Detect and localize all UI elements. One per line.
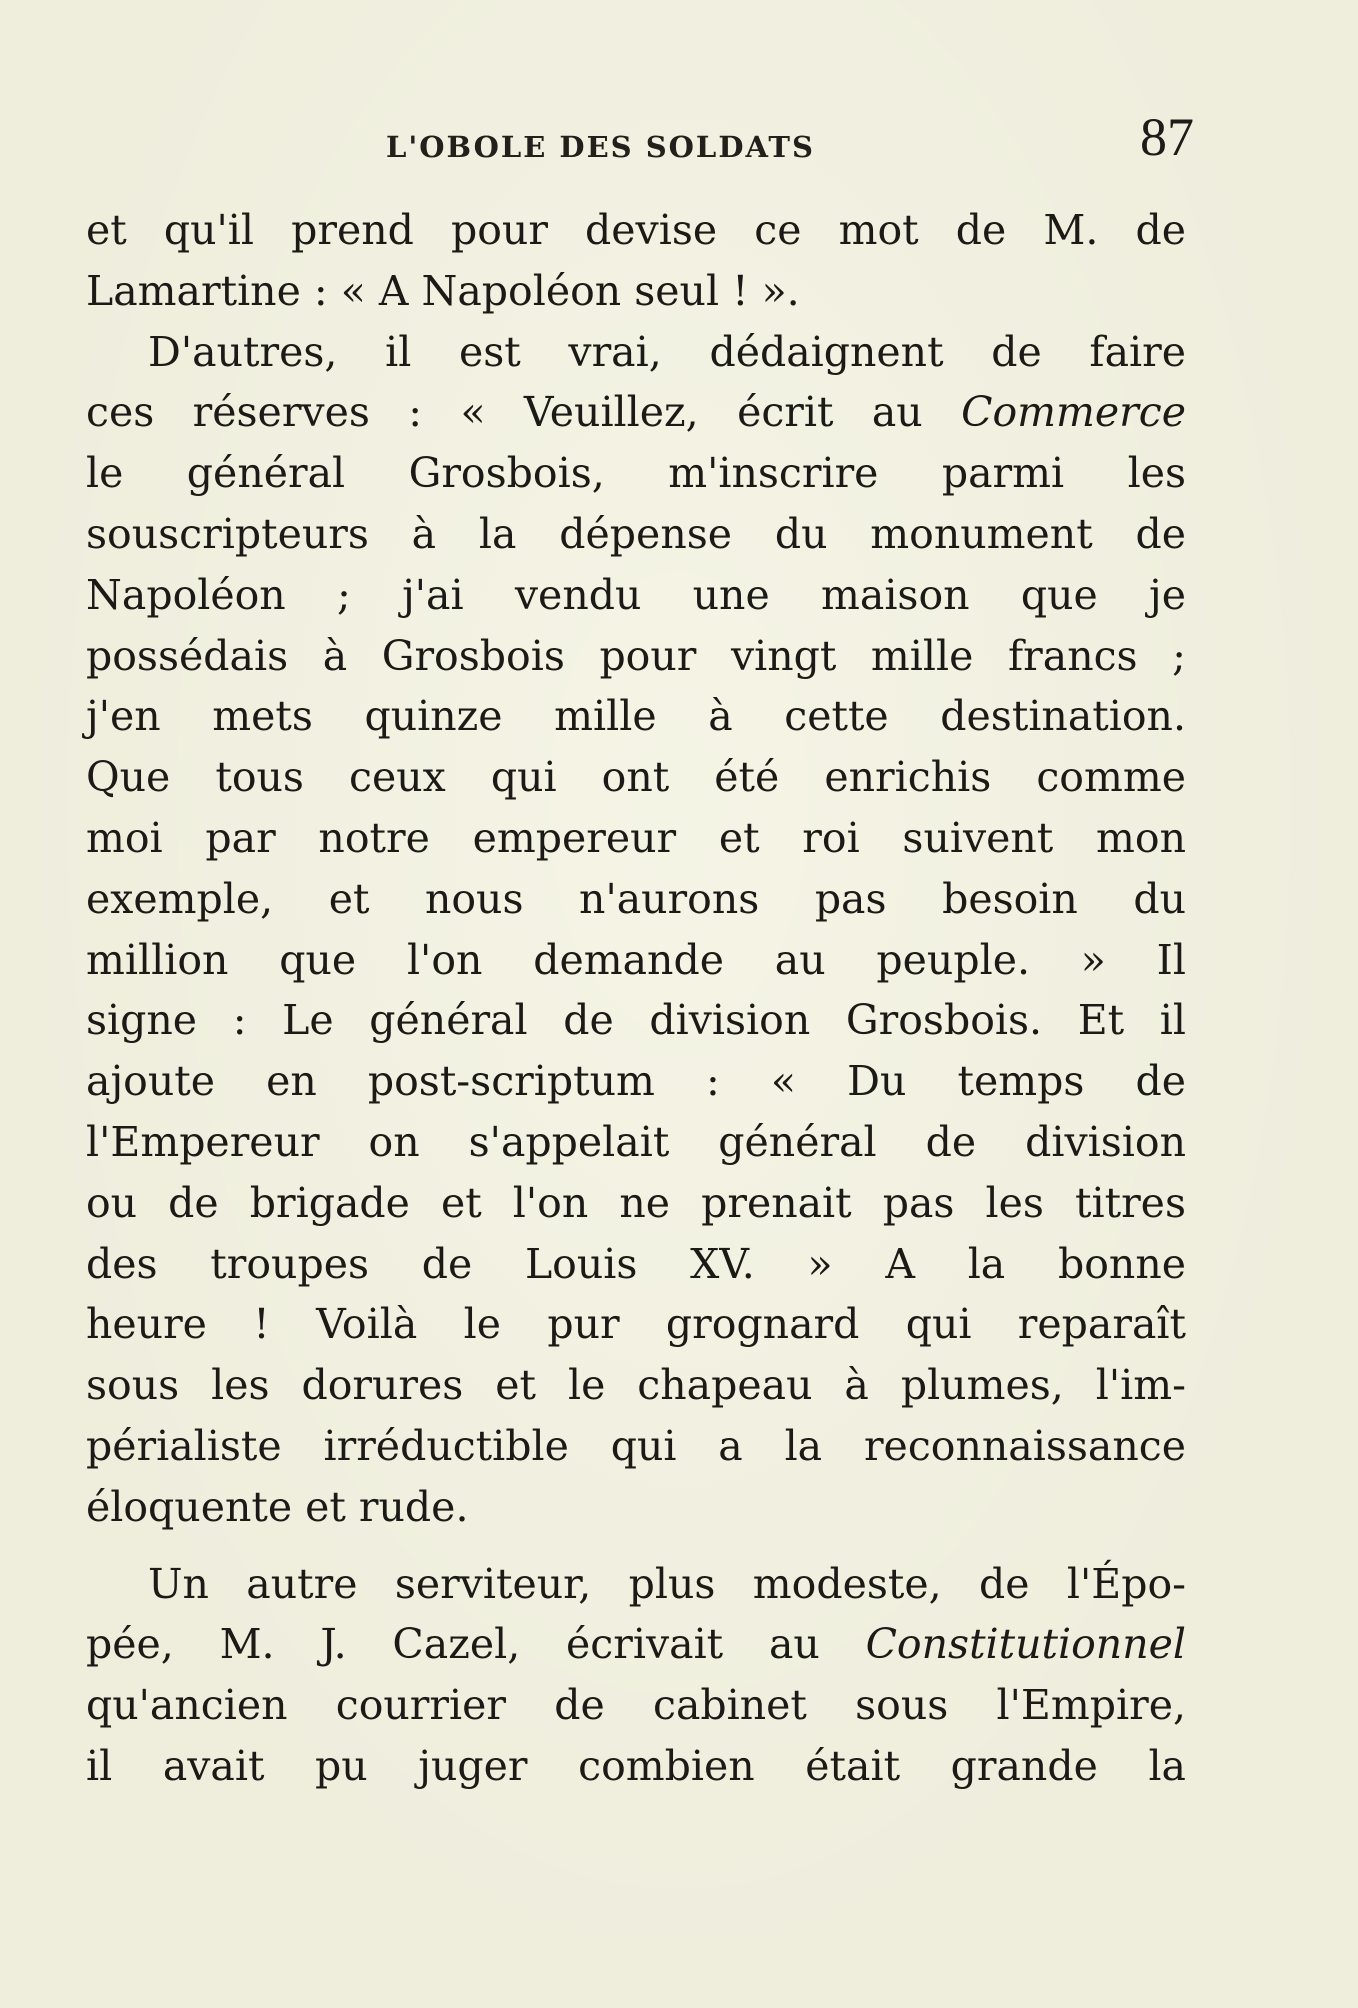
text-line: D'autres, il est vrai, dédaignent de faire	[148, 327, 1186, 376]
page-header	[86, 107, 1194, 188]
text-line: sous les dorures et le chapeau à plumes, l'im-	[86, 1361, 1186, 1410]
body-text	[86, 200, 1186, 1797]
text-line: ajoute en post-scriptum : « Du temps de	[86, 1057, 1186, 1106]
text-line: exemple, et nous n'aurons pas besoin du	[86, 874, 1186, 923]
text-line: l'Empereur on s'appelait général de division	[86, 1117, 1186, 1166]
text-line: heure ! Voilà le pur grognard qui reparaît	[86, 1300, 1186, 1349]
text-line: le général Grosbois, m'inscrire parmi les	[86, 449, 1186, 498]
text-line: Un autre serviteur, plus modeste, de l'Épo-	[148, 1559, 1186, 1608]
text-line: qu'ancien courrier de cabinet sous l'Empire,	[86, 1681, 1186, 1730]
italic-title: Constitutionnel	[865, 1620, 1186, 1669]
text-line	[86, 1614, 1186, 1675]
running-head: L'OBOLE DES SOLDATS	[386, 130, 815, 164]
text-segment: pée, M. J. Cazel, écrivait au	[86, 1620, 866, 1669]
text-line: signe : Le général de division Grosbois. Et il	[86, 996, 1186, 1045]
text-line	[86, 382, 1186, 443]
page-number: 87	[1140, 107, 1194, 167]
text-line: Lamartine : « A Napoléon seul ! ».	[86, 266, 800, 315]
text-line: million que l'on demande au peuple. » Il	[86, 935, 1186, 984]
text-line: j'en mets quinze mille à cette destination.	[86, 692, 1186, 741]
text-line: possédais à Grosbois pour vingt mille francs ;	[86, 631, 1186, 680]
text-line: éloquente et rude.	[86, 1482, 469, 1531]
text-line: moi par notre empereur et roi suivent mon	[86, 813, 1186, 862]
text-line: périaliste irréductible qui a la reconnaissance	[86, 1421, 1186, 1470]
text-line: ou de brigade et l'on ne prenait pas les titres	[86, 1178, 1186, 1227]
italic-title: Commerce	[961, 388, 1186, 437]
text-line: souscripteurs à la dépense du monument de	[86, 509, 1186, 558]
text-segment: ces réserves : « Veuillez, écrit au	[86, 388, 962, 437]
paragraph-gap	[86, 1538, 1186, 1554]
text-line: il avait pu juger combien était grande la	[86, 1741, 1186, 1790]
text-line: des troupes de Louis XV. » A la bonne	[86, 1239, 1186, 1288]
text-line: Que tous ceux qui ont été enrichis comme	[86, 753, 1186, 802]
text-line: et qu'il prend pour devise ce mot de M. de	[86, 206, 1186, 254]
text-line: Napoléon ; j'ai vendu une maison que je	[86, 570, 1186, 619]
